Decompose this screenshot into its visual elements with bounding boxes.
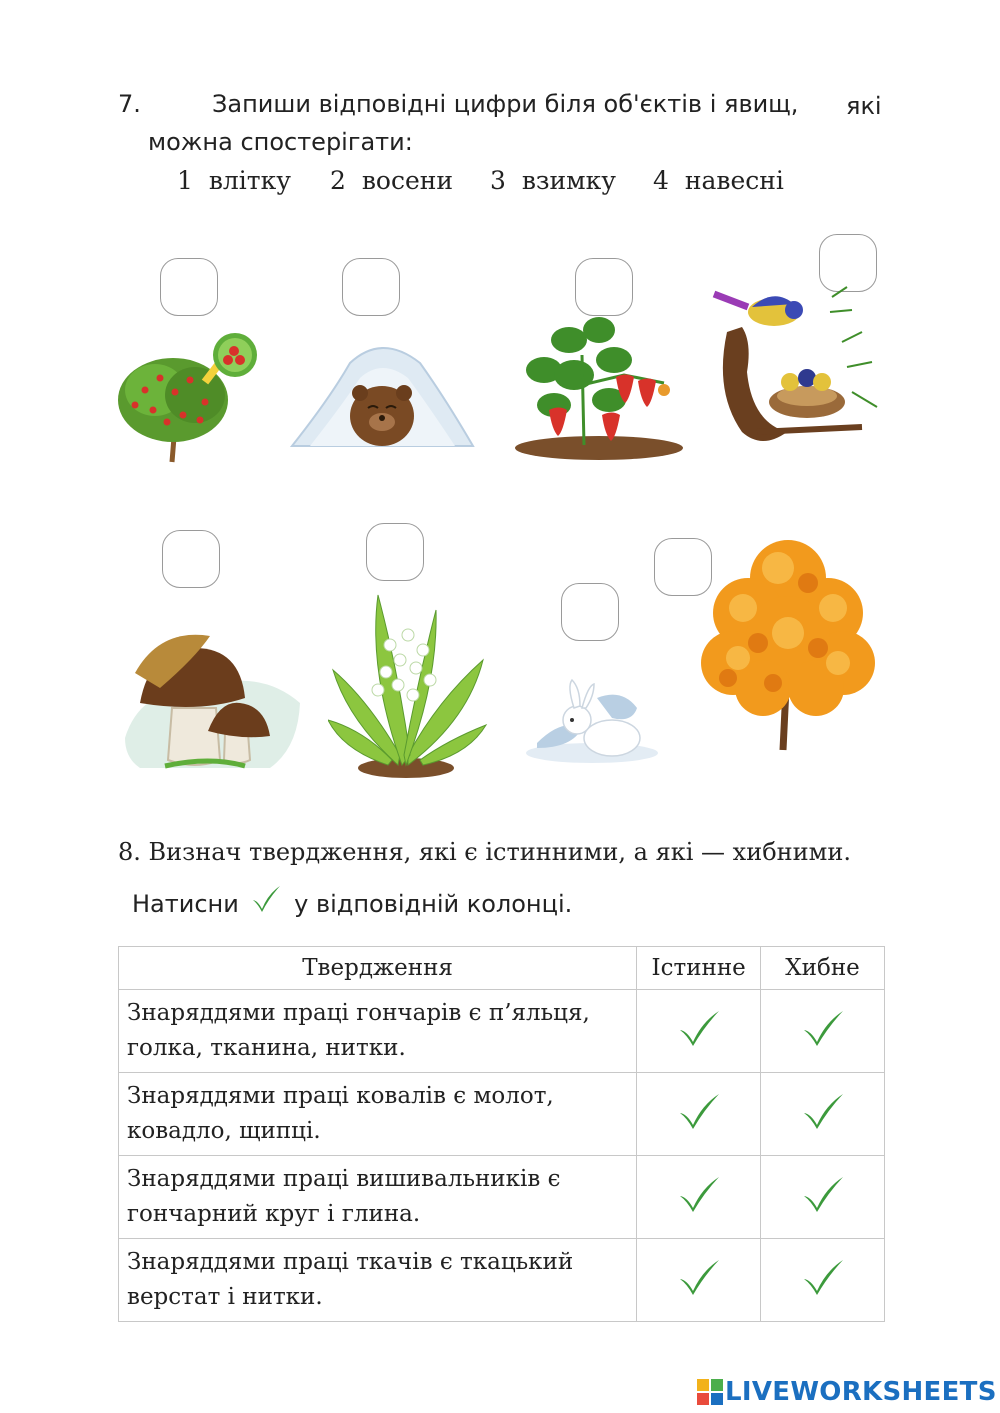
check-icon <box>800 1257 846 1297</box>
table-row <box>119 990 885 1073</box>
true-check-button[interactable] <box>637 1073 761 1156</box>
statement-cell <box>119 1156 637 1239</box>
season-4-number: 4 <box>653 166 669 195</box>
question-7-text-line1: Запиши відповідні цифри біля об'єктів і явищ, <box>212 90 799 118</box>
bear-in-den-image <box>290 338 475 453</box>
question-8-instruction-a: Натисни <box>132 890 239 918</box>
question-8-text-line2 <box>132 884 572 918</box>
answer-box-berry-bush[interactable] <box>160 258 218 316</box>
statement-line: Знаряддями праці вишивальників є <box>127 1166 561 1192</box>
season-2-number: 2 <box>330 166 346 195</box>
false-check-button[interactable] <box>761 1239 885 1322</box>
check-icon <box>800 1008 846 1048</box>
season-4 <box>653 166 784 195</box>
table-header-row <box>119 947 885 990</box>
check-icon <box>676 1008 722 1048</box>
false-check-button[interactable] <box>761 1156 885 1239</box>
statement-line: Знаряддями праці гончарів є п’яльця, <box>127 1000 590 1026</box>
question-8-text-line1: 8. Визнач твердження, які є істинними, а які — хибними. <box>118 838 851 866</box>
season-1-label: влітку <box>208 166 291 195</box>
answer-box-lily-of-the-valley[interactable] <box>366 523 424 581</box>
table-row <box>119 1073 885 1156</box>
lily-of-the-valley-image <box>328 590 488 778</box>
berry-bush-image <box>115 330 265 465</box>
statement-line: гончарний круг і глина. <box>127 1201 421 1227</box>
check-icon <box>676 1174 722 1214</box>
table-row <box>119 1156 885 1239</box>
liveworksheets-logo-text: LIVEWORKSHEETS <box>725 1377 997 1407</box>
strawberry-plant-image <box>514 315 689 460</box>
true-check-button[interactable] <box>637 1156 761 1239</box>
check-icon <box>676 1257 722 1297</box>
question-7-text-line1-end: які <box>846 92 882 120</box>
check-icon <box>800 1174 846 1214</box>
season-3-number: 3 <box>490 166 506 195</box>
true-check-button[interactable] <box>637 990 761 1073</box>
header-false: Хибне <box>761 947 885 990</box>
check-icon <box>800 1091 846 1131</box>
statement-cell <box>119 990 637 1073</box>
white-hare-image <box>522 678 660 766</box>
season-3-label: взимку <box>521 166 616 195</box>
statement-line: Знаряддями праці ковалів є молот, <box>127 1083 554 1109</box>
season-2-label: восени <box>361 166 454 195</box>
header-statement: Твердження <box>119 947 637 990</box>
check-icon <box>676 1091 722 1131</box>
answer-box-bear-in-den[interactable] <box>342 258 400 316</box>
statement-line: верстат і нитки. <box>127 1284 323 1310</box>
true-check-button[interactable] <box>637 1239 761 1322</box>
true-false-table <box>118 946 885 1322</box>
false-check-button[interactable] <box>761 990 885 1073</box>
check-icon <box>250 884 282 914</box>
question-7-number: 7. <box>118 90 141 118</box>
statement-cell <box>119 1239 637 1322</box>
statement-line: ковадло, щипці. <box>127 1118 321 1144</box>
false-check-button[interactable] <box>761 1073 885 1156</box>
question-8-instruction-b: у відповідній колонці. <box>294 890 573 918</box>
mushrooms-image <box>120 628 305 776</box>
statement-line: Знаряддями праці ткачів є ткацький <box>127 1249 574 1275</box>
statement-line: голка, тканина, нитки. <box>127 1035 406 1061</box>
answer-box-strawberry[interactable] <box>575 258 633 316</box>
liveworksheets-logo-icon <box>697 1379 723 1405</box>
autumn-tree-image <box>698 538 878 753</box>
season-4-label: навесні <box>684 166 784 195</box>
statement-cell <box>119 1073 637 1156</box>
birds-nest-image <box>712 282 882 450</box>
header-true: Істинне <box>637 947 761 990</box>
liveworksheets-logo <box>697 1378 997 1406</box>
table-row <box>119 1239 885 1322</box>
season-3 <box>490 166 616 195</box>
season-1-number: 1 <box>177 166 193 195</box>
answer-box-mushrooms[interactable] <box>162 530 220 588</box>
answer-box-white-hare[interactable] <box>561 583 619 641</box>
season-1 <box>177 166 291 195</box>
season-2 <box>330 166 453 195</box>
question-7-text-line2: можна спостерігати: <box>148 128 413 156</box>
